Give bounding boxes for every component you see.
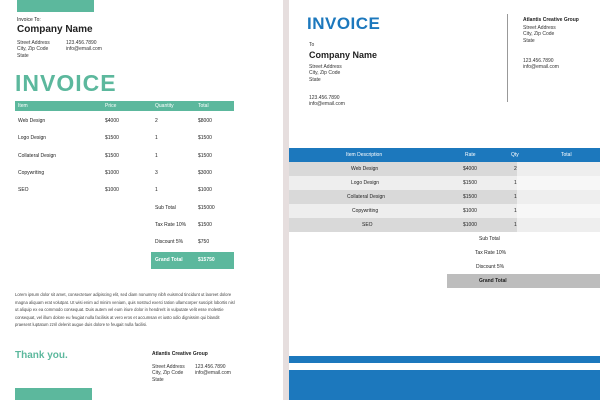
subtotal-row: Sub Total — [479, 236, 500, 242]
invoice-title: INVOICE — [15, 70, 117, 96]
from-company-name: Atlantis Creative Group — [523, 17, 579, 23]
table-row: Logo Design $1500 1 — [289, 176, 600, 190]
footer-contact: 123.456.7890 info@email.com — [195, 364, 231, 377]
table-row: Web Design $4000 2 $8000 — [18, 118, 212, 124]
table-row: Collateral Design $1500 1 — [289, 190, 600, 204]
table-row: Logo Design $1500 1 $1500 — [18, 135, 212, 141]
header-total: Total — [198, 103, 209, 109]
company-address: Street Address City, Zip Code State — [309, 64, 342, 83]
tax-row: Tax Rate 10% $1500 — [155, 222, 212, 228]
company-name: Company Name — [17, 24, 93, 35]
items-table — [289, 148, 600, 290]
right-invoice-page — [289, 0, 600, 400]
table-row: SEO $1000 1 — [289, 218, 600, 232]
footer-company-name: Atlantis Creative Group — [152, 351, 208, 357]
table-row: SEO $1000 1 $1000 — [18, 187, 212, 193]
divider — [507, 14, 508, 102]
grand-total-box: Grand Total $15750 — [151, 252, 234, 269]
tax-row: Tax Rate 10% — [475, 250, 507, 256]
table-row: Copywriting $1000 3 $3000 — [18, 170, 212, 176]
discount-row: Discount 5% $750 — [155, 239, 210, 245]
bottom-accent-bar — [15, 388, 92, 400]
left-invoice-page — [0, 0, 283, 400]
header-item: Item — [18, 103, 28, 109]
header-price: Price — [105, 103, 117, 109]
table-row: Collateral Design $1500 1 $1500 — [18, 153, 212, 159]
table-header — [289, 148, 600, 162]
to-label: To — [309, 42, 315, 48]
company-address: Street Address City, Zip Code State — [17, 40, 50, 59]
header-rate: Rate — [465, 152, 476, 158]
discount-row: Discount 5% — [476, 264, 505, 270]
header-total: Total — [561, 152, 572, 158]
top-accent-bar — [17, 0, 94, 12]
header-qty: Qty — [511, 152, 519, 158]
subtotal-row: Sub Total $15000 — [155, 205, 215, 211]
company-name: Company Name — [309, 50, 378, 60]
footer-stripe — [289, 356, 600, 363]
invoice-title: INVOICE — [307, 14, 381, 33]
footer-bar — [289, 370, 600, 400]
header-description: Item Description — [346, 152, 383, 158]
thank-you-text: Thank you. — [15, 350, 68, 361]
items-table — [15, 101, 234, 271]
table-row: Web Design $4000 2 — [289, 162, 600, 176]
from-address: Street Address City, Zip Code State — [523, 25, 556, 44]
company-contact: 123.456.7890 info@email.com — [309, 95, 345, 108]
footer-address: Street Address City, Zip Code State — [152, 364, 185, 383]
body-paragraph: Lorem ipsum dolor sit amet, consectetuer adipiscing elit, sed diam nonummy nibh euismod tincidunt ut laoreet dolore magna aliquam erat volutpat. Ut wisi enim ad minim veniam, quis nostrud exerci tation ullamcorper suscipit lobortis nisl ut aliquip ex ea commodo consequat. Duis autem vel eum iriure dolor in hendrerit in vulputate velit esse molestie consequat, vel illum dolore eu feugiat nulla facilisis at vero eros et accumsan et iusto odio dignissim qui blandit praesent luptatum zzril delenit augue duis dolore te feugait nulla facilisi. — [15, 292, 235, 328]
invoice-to-label: Invoice To: — [17, 17, 41, 23]
table-row: Copywriting $1000 1 — [289, 204, 600, 218]
grand-total-row: Grand Total — [447, 274, 600, 288]
from-contact: 123.456.7890 info@email.com — [523, 58, 559, 71]
company-contact: 123.456.7890 info@email.com — [66, 40, 102, 53]
header-quantity: Quantity — [155, 103, 174, 109]
table-header — [15, 101, 234, 111]
